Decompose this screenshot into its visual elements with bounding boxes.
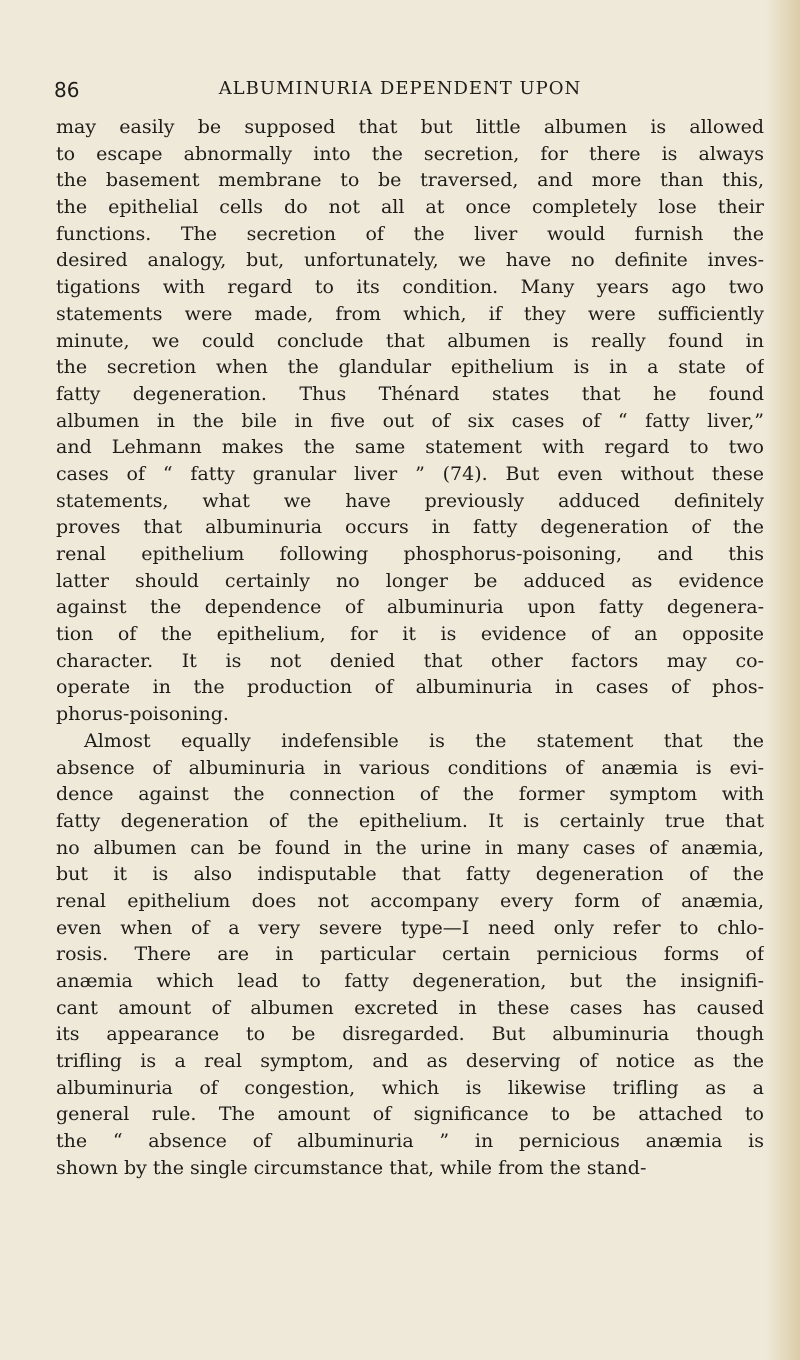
text-line: fatty degeneration of the epithelium. It is certainly true that — [56, 809, 764, 832]
text-line: fatty degeneration. Thus Thénard states that he found — [56, 382, 764, 405]
text-line: tigations with regard to its condition. Many years ago two — [56, 276, 764, 299]
page-edge-shadow — [766, 0, 800, 1360]
text-line: Almost equally indefensible is the statement that the — [84, 729, 764, 752]
text-line: proves that albuminuria occurs in fatty degeneration of the — [56, 516, 764, 539]
text-line: character. It is not denied that other factors may co- — [56, 649, 764, 672]
paragraph-2 — [56, 728, 764, 1182]
running-head: ALBUMINURIA DEPENDENT UPON — [218, 78, 582, 99]
text-line: even when of a very severe type—I need only refer to chlo- — [56, 916, 764, 939]
text-line: the basement membrane to be traversed, and more than this, — [56, 169, 764, 192]
text-line: renal epithelium does not accompany every form of anæmia, — [56, 889, 764, 912]
text-line: its appearance to be disregarded. But albuminuria though — [56, 1023, 764, 1046]
text-line: the secretion when the glandular epithelium is in a state of — [56, 356, 764, 379]
text-line: latter should certainly no longer be adduced as evidence — [56, 569, 764, 592]
text-line: desired analogy, but, unfortunately, we have no definite inves- — [56, 249, 764, 272]
text-line: but it is also indisputable that fatty degeneration of the — [56, 863, 764, 886]
text-line: rosis. There are in particular certain pernicious forms of — [56, 943, 764, 966]
page-header — [0, 78, 800, 108]
text-line: statements, what we have previously adduced definitely — [56, 489, 764, 512]
text-line: shown by the single circumstance that, while from the stand- — [56, 1156, 647, 1179]
text-line: cant amount of albumen excreted in these cases has caused — [56, 996, 764, 1019]
body-text — [56, 114, 764, 1182]
text-line: no albumen can be found in the urine in many cases of anæmia, — [56, 836, 764, 859]
text-line: against the dependence of albuminuria upon fatty degenera- — [56, 596, 764, 619]
text-line: anæmia which lead to fatty degeneration, but the insignifi- — [56, 970, 764, 992]
text-line: minute, we could conclude that albumen is really found in — [56, 329, 764, 352]
page-number: 86 — [54, 78, 80, 102]
text-line: phorus-poisoning. — [56, 703, 229, 726]
text-line: renal epithelium following phosphorus-poisoning, and this — [56, 543, 764, 565]
paragraph-1 — [56, 114, 764, 728]
text-line: albumen in the bile in five out of six cases of “ fatty liver,” — [56, 409, 764, 432]
text-line: may easily be supposed that but little albumen is allowed — [56, 116, 764, 138]
text-line: tion of the epithelium, for it is evidence of an opposite — [56, 623, 764, 646]
text-line: the “ absence of albuminuria ” in pernicious anæmia is — [56, 1130, 764, 1153]
text-line: statements were made, from which, if they were sufficiently — [56, 302, 764, 325]
text-line: the epithelial cells do not all at once completely lose their — [56, 196, 764, 219]
text-line: albuminuria of congestion, which is likewise trifling as a — [56, 1076, 764, 1099]
text-line: operate in the production of albuminuria in cases of phos- — [56, 676, 764, 699]
text-line: dence against the connection of the former symptom with — [56, 783, 764, 806]
text-line: and Lehmann makes the same statement with regard to two — [56, 436, 764, 459]
text-line: functions. The secretion of the liver would furnish the — [56, 222, 764, 245]
text-line: trifling is a real symptom, and as deserving of notice as the — [56, 1050, 764, 1073]
text-line: to escape abnormally into the secretion, for there is always — [56, 142, 764, 165]
text-line: general rule. The amount of significance to be attached to — [56, 1103, 764, 1126]
text-line: absence of albuminuria in various conditions of anæmia is evi- — [56, 756, 764, 779]
text-line: cases of “ fatty granular liver ” (74). But even without these — [56, 462, 764, 485]
